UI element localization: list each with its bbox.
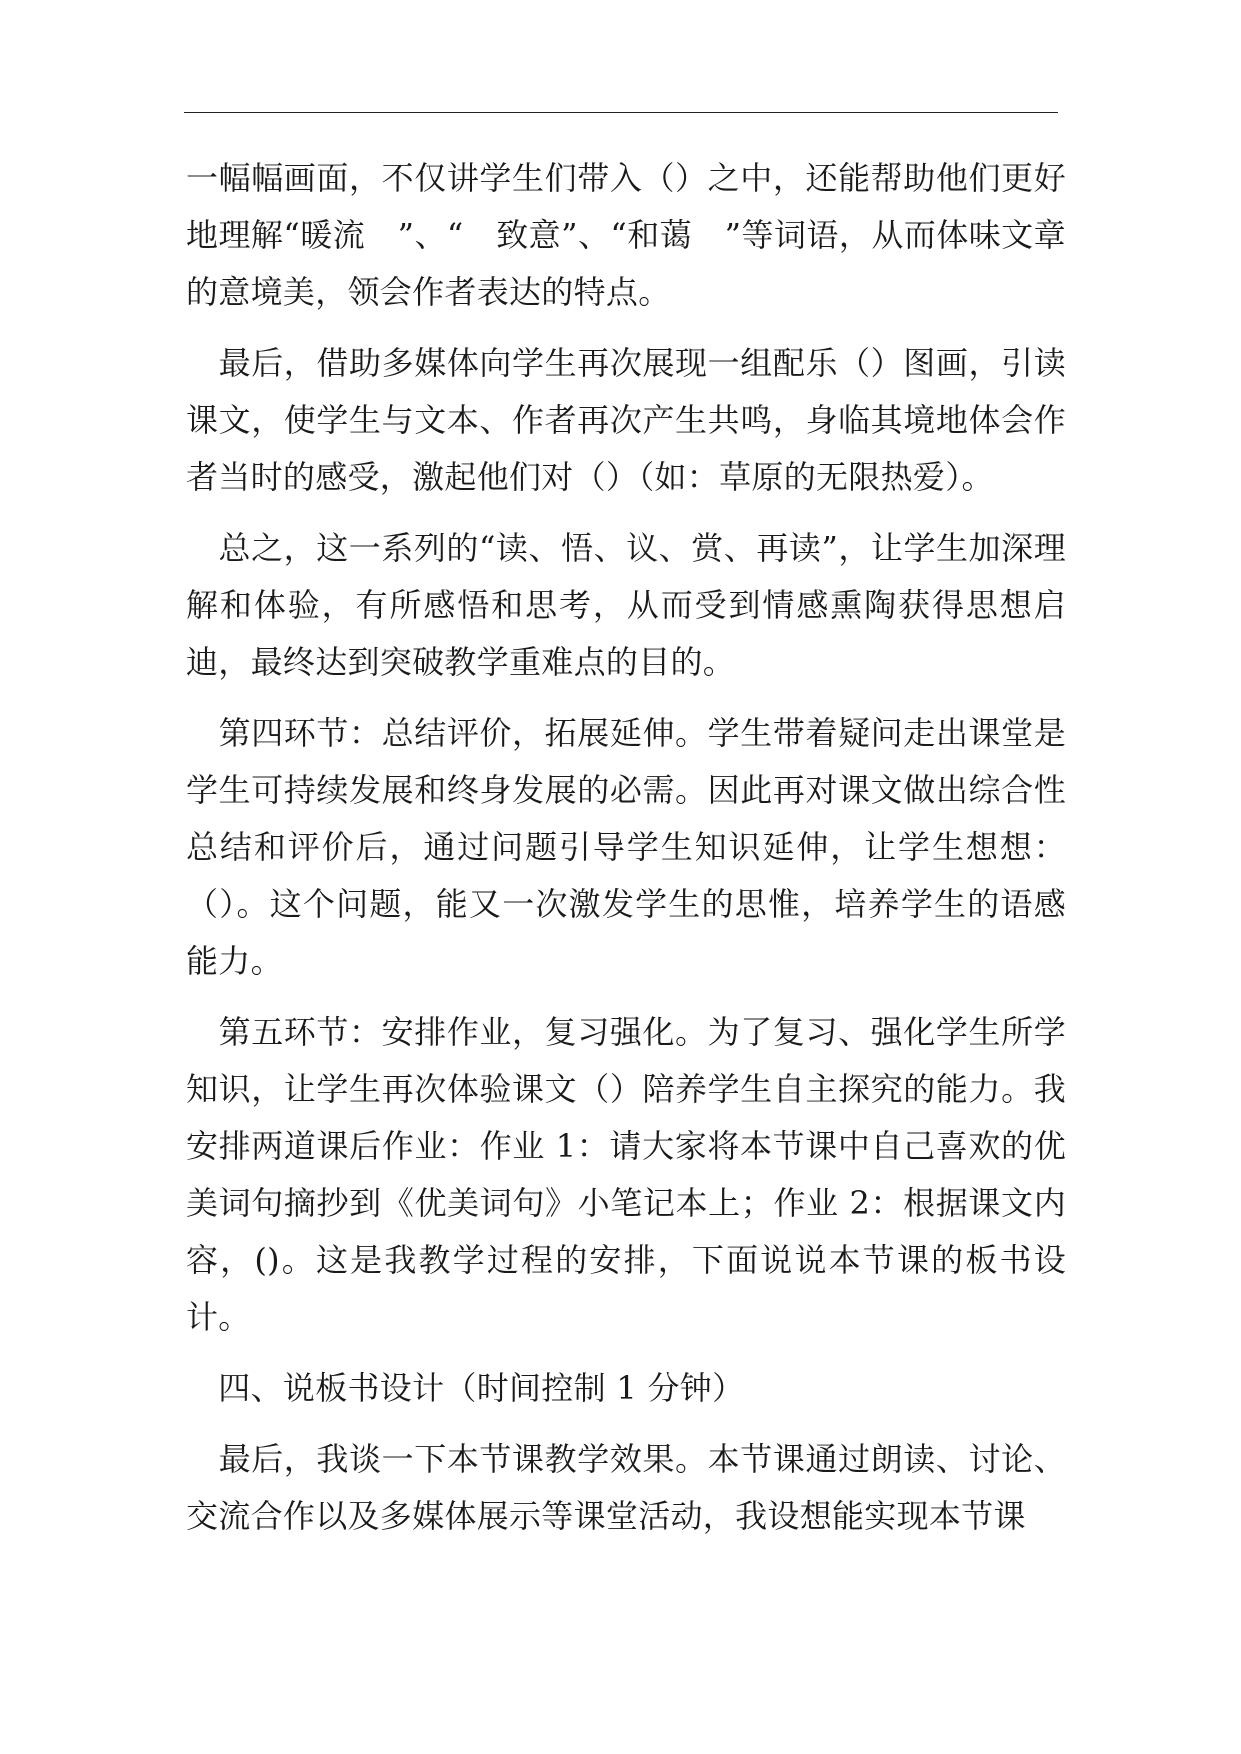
paragraph: 总之，这一系列的“读、悟、议、赏、再读”，让学生加深理解和体验，有所感悟和思考，从而受到情感熏陶获得思想启迪，最终达到突破教学重难点的目的。 (186, 529, 1066, 681)
document-body (186, 150, 1066, 1545)
header-rule (184, 112, 1058, 113)
paragraph: 一幅幅画面，不仅讲学生们带入（）之中，还能帮助他们更好地理解“暖流 ”、“ 致意”、“和蔼 ”等词语，从而体味文章的意境美，领会作者表达的特点。 (186, 159, 1066, 311)
paragraph: 最后，我谈一下本节课教学效果。本节课通过朗读、讨论、交流合作以及多媒体展示等课堂活动，我设想能实现本节课 (186, 1440, 1066, 1535)
paragraph: 最后，借助多媒体向学生再次展现一组配乐（）图画，引读课文，使学生与文本、作者再次产生共鸣，身临其境地体会作者当时的感受，激起他们对（）（如：草原的无限热爱）。 (186, 344, 1066, 496)
section-heading: 四、说板书设计（时间控制 1 分钟） (186, 1369, 745, 1407)
paragraph: 第四环节：总结评价，拓展延伸。学生带着疑问走出课堂是学生可持续发展和终身发展的必需。因此再对课文做出综合性总结和评价后，通过问题引导学生知识延伸，让学生想想：（）。这个问题，能又一次激发学生的思惟，培养学生的语感能力。 (186, 714, 1066, 980)
paragraph: 第五环节：安排作业，复习强化。为了复习、强化学生所学知识，让学生再次体验课文（）陪养学生自主探究的能力。我安排两道课后作业：作业 1：请大家将本节课中自己喜欢的优美词句摘抄到《优美词句》小笔记本上；作业 2：根据课文内容，()。这是我教学过程的安排，下面说说本节课的板书设计。 (186, 1013, 1066, 1336)
